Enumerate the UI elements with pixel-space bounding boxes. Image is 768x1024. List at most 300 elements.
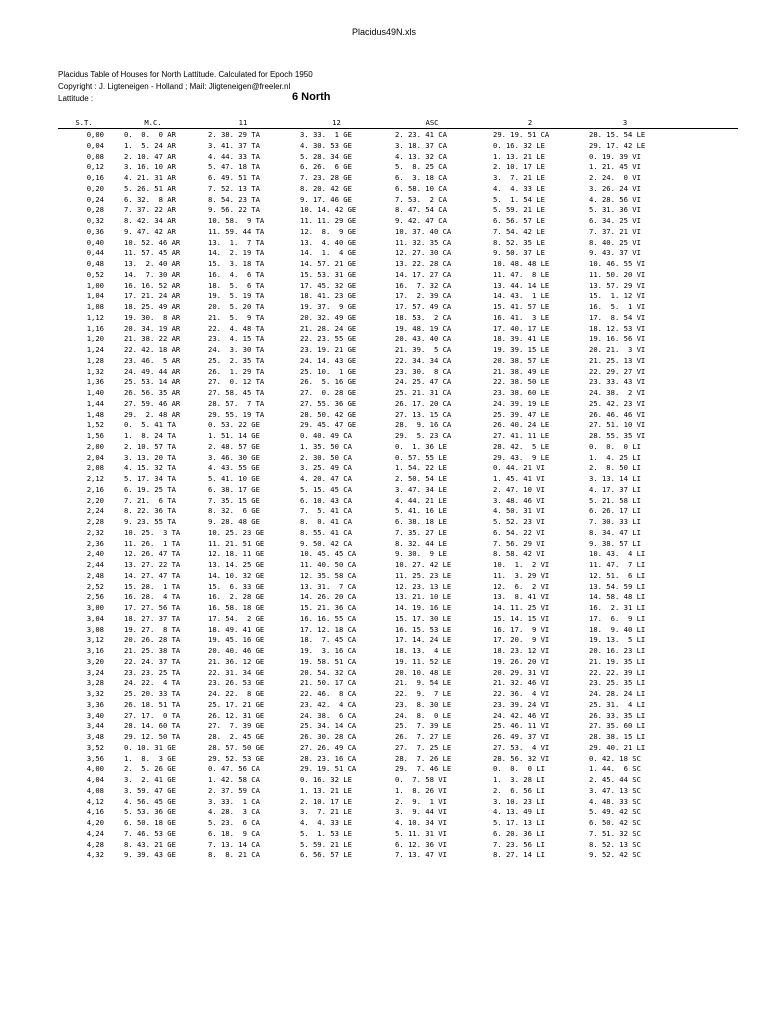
table-cell: 20. 40. 46 GE	[208, 646, 265, 655]
table-cell: 3. 13. 20 TA	[124, 452, 176, 462]
table-cell: 10. 45. 45 CA	[300, 549, 357, 559]
table-cell: 0. 7. 58 VI	[395, 775, 447, 784]
table-cell: 0. 5. 41 TA	[124, 420, 176, 430]
table-cell: 2. 38. 29 TA	[208, 130, 260, 139]
table-cell: 16. 2. 31 LI	[589, 603, 646, 612]
table-cell: 13. 2. 40 AR	[124, 259, 181, 268]
table-cell: 3,40	[86, 710, 104, 720]
table-cell: 21. 25. 13 VI	[589, 355, 646, 365]
table-cell: 5. 41. 10 GE	[208, 474, 260, 483]
table-cell: 22. 4. 48 TA	[208, 323, 265, 333]
table-cell: 3,56	[86, 753, 104, 763]
table-cell: 5. 17. 13 LI	[493, 818, 545, 827]
table-cell: 5. 1. 53 LE	[300, 828, 352, 838]
table-row	[58, 657, 738, 668]
table-cell: 0. 57. 55 LE	[395, 452, 447, 462]
table-cell: 28. 14. 60 TA	[124, 721, 181, 731]
table-cell: 4. 4. 33 LE	[493, 183, 545, 193]
table-row	[58, 549, 738, 560]
table-cell: 6. 38. 17 GE	[208, 484, 260, 494]
table-cell: 28. 42. 5 LE	[493, 441, 550, 451]
table-cell: 12. 18. 11 GE	[208, 549, 265, 559]
table-cell: 13. 22. 28 CA	[395, 259, 452, 268]
table-row	[58, 377, 738, 388]
table-row	[58, 850, 738, 861]
table-cell: 1,04	[86, 291, 104, 301]
table-cell: 10. 43. 4 LI	[589, 549, 646, 559]
table-row	[58, 485, 738, 496]
table-cell: 5. 17. 34 TA	[124, 474, 176, 483]
table-cell: 26. 40. 24 LE	[493, 420, 550, 430]
table-cell: 23. 42. 4 CA	[300, 699, 357, 709]
table-cell: 11. 25. 23 LE	[395, 570, 452, 580]
table-cell: 4,16	[86, 807, 104, 817]
table-cell: 23. 23. 25 TA	[124, 667, 181, 677]
table-cell: 8. 8. 21 CA	[208, 850, 260, 860]
table-row	[58, 592, 738, 603]
table-cell: 24. 28. 24 LI	[589, 689, 646, 698]
table-cell: 10. 25. 3 TA	[124, 527, 181, 537]
table-row	[58, 238, 738, 249]
table-cell: 11. 40. 50 CA	[300, 560, 357, 569]
table-cell: 2,40	[86, 549, 104, 559]
table-cell: 7. 53. 2 CA	[395, 194, 447, 204]
table-cell: 24. 25. 47 CA	[395, 377, 452, 387]
table-cell: 27. 51. 10 VI	[589, 420, 646, 430]
table-cell: 25. 34. 14 CA	[300, 721, 357, 731]
table-cell: 29. 19. 51 CA	[493, 130, 550, 139]
table-cell: 2,52	[86, 581, 104, 591]
table-cell: 6. 56. 57 LE	[300, 850, 352, 860]
table-row	[58, 764, 738, 775]
table-cell: 10. 58. 9 TA	[208, 216, 265, 225]
table-cell: 26. 46. 46 VI	[589, 409, 646, 419]
table-cell: 10. 37. 40 CA	[395, 226, 452, 236]
table-cell: 21. 38. 49 LE	[493, 366, 550, 376]
table-cell: 25. 2. 35 TA	[208, 355, 265, 365]
table-cell: 14. 11. 25 VI	[493, 603, 550, 612]
table-cell: 25. 31. 4 LI	[589, 699, 646, 709]
table-cell: 15. 21. 36 CA	[300, 603, 357, 612]
table-cell: 18. 27. 37 TA	[124, 613, 181, 623]
table-cell: 20. 29. 31 VI	[493, 667, 550, 677]
table-cell: 19. 13. 5 LI	[589, 635, 646, 645]
table-cell: 27. 0. 12 TA	[208, 377, 265, 387]
table-cell: 6. 10. 43 CA	[300, 495, 352, 505]
table-cell: 3. 10. 23 LI	[493, 796, 545, 806]
table-cell: 2. 30. 50 CA	[300, 452, 352, 462]
table-cell: 3. 41. 37 TA	[208, 140, 260, 150]
table-cell: 17. 40. 17 LE	[493, 323, 550, 333]
table-cell: 14. 17. 27 CA	[395, 269, 452, 279]
table-cell: 1. 5. 24 AR	[124, 140, 176, 150]
table-cell: 14. 27. 47 TA	[124, 570, 181, 580]
table-cell: 3,52	[86, 742, 104, 752]
table-cell: 1. 54. 22 LE	[395, 463, 447, 473]
table-cell: 18. 25. 49 AR	[124, 302, 181, 311]
table-cell: 2. 23. 41 CA	[395, 130, 447, 139]
table-cell: 0,36	[86, 226, 104, 236]
table-cell: 1. 21. 45 VI	[589, 162, 641, 172]
table-row	[58, 184, 738, 195]
table-cell: 5. 26. 51 AR	[124, 183, 176, 193]
table-row	[58, 130, 738, 141]
table-cell: 24. 8. 0 LE	[395, 710, 452, 720]
table-cell: 17. 45. 32 GE	[300, 280, 357, 290]
table-row	[58, 367, 738, 378]
table-cell: 4. 13. 32 CA	[395, 151, 447, 161]
table-cell: 25. 7. 39 LE	[395, 721, 452, 731]
table-cell: 19. 11. 52 LE	[395, 656, 452, 666]
table-cell: 0,32	[86, 216, 104, 225]
table-cell: 8. 20. 42 GE	[300, 183, 352, 193]
table-cell: 27. 59. 46 AR	[124, 398, 181, 408]
table-cell: 18. 49. 41 GE	[208, 624, 265, 634]
table-cell: 7. 35. 15 GE	[208, 495, 260, 505]
table-cell: 0. 19. 39 VI	[589, 151, 641, 161]
copyright-line: Copyright : J. Ligteneigen - Holland ; Mail: Jligteneigen@freeler.nl	[58, 82, 291, 91]
table-row	[58, 646, 738, 657]
table-cell: 24. 22. 8 GE	[208, 689, 265, 698]
table-cell: 11. 47. 7 LI	[589, 560, 646, 569]
table-row	[58, 248, 738, 259]
table-cell: 18. 39. 41 LE	[493, 334, 550, 344]
table-cell: 3,48	[86, 732, 104, 741]
table-cell: 1. 13. 21 LE	[493, 151, 545, 161]
table-cell: 23. 19. 21 GE	[300, 345, 357, 354]
table-cell: 23. 33. 43 VI	[589, 377, 646, 387]
table-cell: 13. 21. 10 LE	[395, 592, 452, 602]
table-cell: 22. 31. 34 GE	[208, 667, 265, 677]
table-row	[58, 173, 738, 184]
table-cell: 20. 32. 49 GE	[300, 312, 357, 322]
table-cell: 19. 26. 20 VI	[493, 656, 550, 666]
table-cell: 16. 4. 6 TA	[208, 269, 265, 279]
table-cell: 4. 13. 49 LI	[493, 807, 545, 817]
table-cell: 0,28	[86, 205, 104, 215]
table-row	[58, 356, 738, 367]
table-cell: 24. 42. 46 VI	[493, 710, 550, 720]
table-cell: 6. 56. 57 LE	[493, 216, 545, 225]
table-cell: 4. 20. 47 CA	[300, 474, 352, 483]
table-cell: 8. 0. 41 CA	[300, 517, 352, 526]
table-cell: 9. 42. 47 CA	[395, 216, 447, 225]
table-cell: 14. 43. 1 LE	[493, 291, 550, 301]
table-cell: 24. 38. 2 VI	[589, 388, 646, 397]
table-cell: 12. 23. 13 LE	[395, 581, 452, 591]
column-header: 11	[238, 118, 248, 127]
table-cell: 3,16	[86, 646, 104, 655]
table-cell: 8. 55. 41 CA	[300, 527, 352, 537]
table-cell: 6. 50. 18 GE	[124, 818, 176, 827]
table-row	[58, 797, 738, 808]
table-cell: 20. 38. 57 LE	[493, 355, 550, 365]
table-cell: 28. 15. 54 LE	[589, 130, 646, 139]
table-cell: 26. 18. 51 TA	[124, 699, 181, 709]
table-cell: 26. 12. 31 GE	[208, 710, 265, 720]
table-cell: 27. 7. 25 LE	[395, 742, 452, 752]
table-cell: 1,00	[86, 280, 104, 290]
table-row	[58, 528, 738, 539]
table-cell: 16. 16. 55 CA	[300, 613, 357, 623]
table-cell: 19. 30. 8 AR	[124, 312, 181, 322]
table-cell: 7. 30. 33 LI	[589, 517, 641, 526]
table-cell: 12. 35. 58 CA	[300, 570, 357, 580]
table-cell: 5. 28. 34 GE	[300, 151, 352, 161]
table-row	[58, 270, 738, 281]
table-cell: 11. 3. 29 VI	[493, 570, 550, 580]
table-cell: 6. 20. 36 LI	[493, 828, 545, 838]
table-cell: 22. 34. 34 CA	[395, 355, 452, 365]
table-cell: 21. 19. 35 LI	[589, 656, 646, 666]
table-cell: 22. 29. 27 VI	[589, 366, 646, 376]
latitude-line	[58, 93, 478, 105]
table-cell: 13. 8. 41 VI	[493, 592, 550, 602]
table-cell: 1,20	[86, 334, 104, 344]
table-cell: 4. 44. 33 TA	[208, 151, 260, 161]
table-cell: 19. 58. 51 CA	[300, 656, 357, 666]
table-cell: 11. 32. 35 CA	[395, 237, 452, 247]
table-cell: 0. 0. 0 AR	[124, 130, 176, 139]
table-cell: 27. 7. 39 GE	[208, 721, 265, 731]
table-cell: 17. 57. 49 CA	[395, 302, 452, 311]
table-cell: 20. 26. 28 TA	[124, 635, 181, 645]
table-row	[58, 227, 738, 238]
table-row	[58, 496, 738, 507]
table-cell: 2. 45. 44 SC	[589, 775, 641, 784]
table-cell: 0,48	[86, 259, 104, 268]
table-cell: 18. 13. 4 LE	[395, 646, 452, 655]
table-cell: 20. 54. 32 CA	[300, 667, 357, 677]
table-cell: 15. 17. 30 LE	[395, 613, 452, 623]
table-cell: 5. 53. 36 GE	[124, 807, 176, 817]
table-row	[58, 442, 738, 453]
table-cell: 4. 56. 45 GE	[124, 796, 176, 806]
table-row	[58, 216, 738, 227]
table-cell: 2. 47. 10 VI	[493, 484, 545, 494]
table-cell: 2,56	[86, 592, 104, 602]
table-cell: 4. 48. 33 SC	[589, 796, 641, 806]
table-cell: 5. 49. 42 SC	[589, 807, 641, 817]
column-header: 3	[622, 118, 628, 127]
table-cell: 3,08	[86, 624, 104, 634]
table-cell: 11. 50. 20 VI	[589, 269, 646, 279]
table-cell: 0,12	[86, 162, 104, 172]
table-cell: 3,24	[86, 667, 104, 677]
table-cell: 24. 22. 4 TA	[124, 678, 181, 688]
table-cell: 1. 8. 24 TA	[124, 431, 176, 440]
table-cell: 28. 57. 7 TA	[208, 398, 265, 408]
table-cell: 4,04	[86, 775, 104, 784]
table-cell: 22. 42. 18 AR	[124, 345, 181, 354]
table-cell: 0,20	[86, 183, 104, 193]
table-cell: 29. 5. 23 CA	[395, 431, 452, 440]
table-cell: 9. 52. 42 SC	[589, 850, 641, 860]
table-cell: 1. 8. 3 GE	[124, 753, 176, 763]
table-cell: 2,44	[86, 560, 104, 569]
table-row	[58, 420, 738, 431]
table-cell: 20. 10. 48 LE	[395, 667, 452, 677]
table-cell: 7. 54. 42 LE	[493, 226, 545, 236]
table-cell: 2. 6. 56 LI	[493, 785, 545, 795]
table-cell: 8. 58. 42 VI	[493, 549, 545, 559]
table-cell: 3. 47. 34 LE	[395, 484, 447, 494]
table-cell: 22. 22. 39 LI	[589, 667, 646, 677]
table-cell: 12. 26. 47 TA	[124, 549, 181, 559]
table-cell: 26. 1. 29 TA	[208, 366, 265, 376]
table-cell: 8. 40. 25 VI	[589, 237, 641, 247]
table-cell: 29. 55. 19 TA	[208, 409, 265, 419]
table-cell: 17. 27. 56 TA	[124, 603, 181, 612]
table-cell: 0,00	[86, 130, 104, 139]
table-cell: 19. 48. 19 CA	[395, 323, 452, 333]
table-cell: 1,28	[86, 355, 104, 365]
table-cell: 23. 25. 35 LI	[589, 678, 646, 688]
table-cell: 11. 57. 45 AR	[124, 248, 181, 258]
table-cell: 3. 7. 21 LE	[493, 173, 545, 182]
table-cell: 16. 41. 3 LE	[493, 312, 550, 322]
table-cell: 25. 42. 23 VI	[589, 398, 646, 408]
table-row	[58, 410, 738, 421]
table-cell: 0,44	[86, 248, 104, 258]
table-cell: 15. 6. 33 GE	[208, 581, 265, 591]
table-cell: 1. 4. 25 LI	[589, 452, 641, 462]
table-cell: 17. 21. 24 AR	[124, 291, 181, 301]
table-cell: 23. 39. 24 VI	[493, 699, 550, 709]
table-cell: 26. 7. 27 LE	[395, 732, 452, 741]
table-cell: 3,20	[86, 656, 104, 666]
table-cell: 4,00	[86, 764, 104, 774]
table-cell: 2,32	[86, 527, 104, 537]
table-cell: 14. 26. 20 CA	[300, 592, 357, 602]
table-cell: 28. 2. 45 GE	[208, 732, 265, 741]
table-row	[58, 388, 738, 399]
table-cell: 9. 23. 55 TA	[124, 517, 176, 526]
table-cell: 10. 48. 48 LE	[493, 259, 550, 268]
table-cell: 20. 43. 40 CA	[395, 334, 452, 344]
file-name: Placidus49N.xls	[351, 27, 417, 37]
table-cell: 18. 5. 6 TA	[208, 280, 265, 290]
table-cell: 15. 14. 15 VI	[493, 613, 550, 623]
table-cell: 0. 16. 32 LE	[493, 140, 545, 150]
table-cell: 8. 54. 23 TA	[208, 194, 260, 204]
table-cell: 14. 7. 30 AR	[124, 269, 181, 279]
table-cell: 28. 50. 42 GE	[300, 409, 357, 419]
table-cell: 1. 42. 58 CA	[208, 775, 260, 784]
table-cell: 24. 38. 6 CA	[300, 710, 357, 720]
table-cell: 2. 10. 17 LE	[300, 796, 352, 806]
table-cell: 4,28	[86, 839, 104, 849]
table-cell: 16. 16. 52 AR	[124, 280, 181, 290]
table-cell: 8. 43. 21 GE	[124, 839, 176, 849]
table-cell: 2,36	[86, 538, 104, 548]
table-cell: 1,44	[86, 398, 104, 408]
table-cell: 7. 37. 22 AR	[124, 205, 176, 215]
table-cell: 1,56	[86, 431, 104, 440]
table-cell: 2. 10. 47 AR	[124, 151, 176, 161]
table-cell: 6. 3. 18 CA	[395, 173, 447, 182]
table-cell: 25. 53. 14 AR	[124, 377, 181, 387]
table-cell: 0. 10. 31 GE	[124, 742, 176, 752]
table-cell: 5. 41. 16 LE	[395, 506, 447, 516]
table-cell: 7. 56. 29 VI	[493, 538, 545, 548]
table-cell: 6. 58. 10 CA	[395, 183, 447, 193]
table-cell: 2. 5. 26 GE	[124, 764, 176, 774]
table-cell: 3. 33. 1 GE	[300, 130, 352, 139]
table-cell: 7. 35. 27 LE	[395, 527, 447, 537]
table-cell: 28. 56. 32 VI	[493, 753, 550, 763]
table-row	[58, 302, 738, 313]
document-title: Placidus Table of Houses for North Lattitude. Calculated for Epoch 1950	[58, 70, 313, 79]
table-cell: 21. 32. 46 VI	[493, 678, 550, 688]
table-cell: 8. 42. 34 AR	[124, 216, 176, 225]
table-cell: 7. 21. 6 TA	[124, 495, 176, 505]
table-cell: 10. 1. 2 VI	[493, 560, 550, 569]
table-cell: 22. 24. 37 TA	[124, 656, 181, 666]
column-header: M.C.	[144, 118, 162, 127]
table-cell: 1. 45. 41 VI	[493, 474, 545, 483]
table-cell: 9. 56. 22 TA	[208, 205, 260, 215]
table-row	[58, 281, 738, 292]
table-cell: 26. 56. 35 AR	[124, 388, 181, 397]
table-row	[58, 205, 738, 216]
table-cell: 2. 8. 50 LI	[589, 463, 641, 473]
table-cell: 8. 32. 44 LE	[395, 538, 447, 548]
table-cell: 29. 45. 47 GE	[300, 420, 357, 430]
table-cell: 21. 36. 12 GE	[208, 656, 265, 666]
table-cell: 2,16	[86, 484, 104, 494]
table-cell: 10. 52. 46 AR	[124, 237, 181, 247]
table-cell: 24. 14. 43 GE	[300, 355, 357, 365]
table-cell: 7. 46. 53 GE	[124, 828, 176, 838]
table-cell: 16. 5. 1 VI	[589, 302, 646, 311]
table-cell: 4,32	[86, 850, 104, 860]
table-cell: 19. 5. 19 TA	[208, 291, 265, 301]
table-row	[58, 700, 738, 711]
table-cell: 23. 30. 8 CA	[395, 366, 452, 376]
table-row	[58, 560, 738, 571]
table-cell: 28. 57. 50 GE	[208, 742, 265, 752]
table-cell: 3. 16. 10 AR	[124, 162, 176, 172]
table-row	[58, 571, 738, 582]
table-cell: 2,24	[86, 506, 104, 516]
table-cell: 0. 0. 0 LI	[493, 764, 545, 774]
table-cell: 16. 58. 18 GE	[208, 603, 265, 612]
table-cell: 28. 55. 35 VI	[589, 431, 646, 440]
table-row	[58, 786, 738, 797]
column-header: 2	[527, 118, 533, 127]
table-cell: 3. 59. 47 GE	[124, 785, 176, 795]
table-cell: 16. 17. 9 VI	[493, 624, 550, 634]
table-row	[58, 345, 738, 356]
table-cell: 26. 49. 37 VI	[493, 732, 550, 741]
table-cell: 0. 47. 56 CA	[208, 764, 260, 774]
table-cell: 1,12	[86, 312, 104, 322]
table-cell: 13. 54. 59 LI	[589, 581, 646, 591]
table-cell: 9. 47. 42 AR	[124, 226, 176, 236]
table-cell: 3. 33. 1 CA	[208, 796, 260, 806]
table-cell: 12. 51. 6 LI	[589, 570, 646, 580]
table-cell: 9. 39. 43 GE	[124, 850, 176, 860]
table-cell: 5. 59. 21 LE	[300, 839, 352, 849]
table-cell: 24. 49. 44 AR	[124, 366, 181, 376]
table-cell: 16. 15. 53 LE	[395, 624, 452, 634]
table-cell: 29. 52. 53 GE	[208, 753, 265, 763]
table-cell: 0,08	[86, 151, 104, 161]
table-cell: 26. 33. 35 LI	[589, 710, 646, 720]
table-cell: 6. 54. 22 VI	[493, 527, 545, 537]
table-row	[58, 463, 738, 474]
